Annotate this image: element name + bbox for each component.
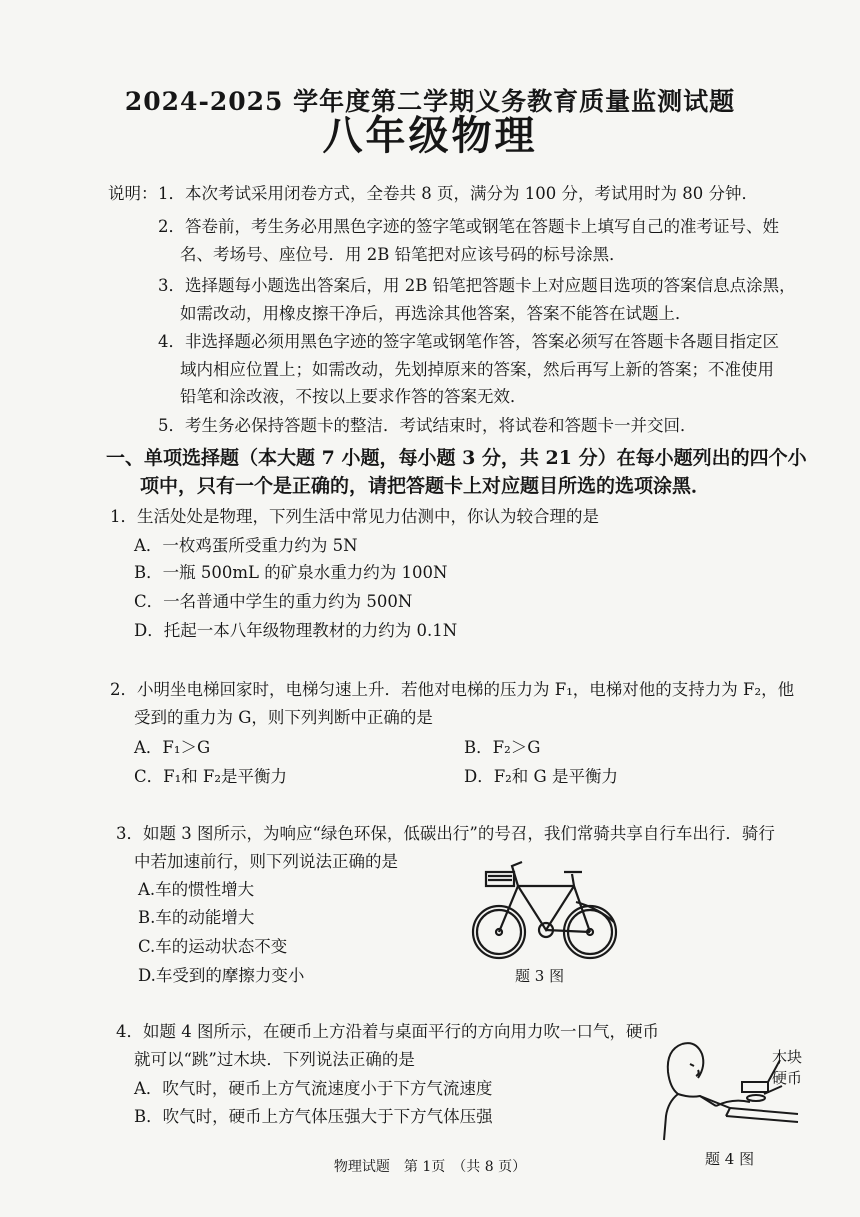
instruction-line: 3．选择题每小题选出答案后，用 2B 铅笔把答题卡上对应题目选项的答案信息点涂黑， bbox=[158, 276, 796, 295]
figure-caption: 题 3 图 bbox=[515, 967, 565, 985]
option-c: C．F₁和 F₂是平衡力 bbox=[134, 767, 287, 786]
instruction-line: 名、考场号、座位号．用 2B 铅笔把对应该号码的标号涂黑． bbox=[180, 245, 626, 264]
section-heading-line: 项中，只有一个是正确的，请把答题卡上对应题目所选的选项涂黑． bbox=[140, 475, 711, 497]
instruction-line: 4．非选择题必须用黑色字迹的签字笔或钢笔作答，答案必须写在答题卡各题目指定区 bbox=[158, 332, 779, 351]
instruction-line: 5．考生务必保持答题卡的整洁．考试结束时，将试卷和答题卡一并交回． bbox=[158, 416, 697, 435]
subject-title: 八年级物理 bbox=[322, 112, 538, 159]
label-coin: 硬币 bbox=[772, 1069, 803, 1087]
question-stem: 中若加速前行，则下列说法正确的是 bbox=[134, 852, 398, 871]
page-footer: 物理试题 第 1页 （共 8 页） bbox=[333, 1159, 527, 1175]
option-d: D．F₂和 G 是平衡力 bbox=[464, 767, 618, 786]
question-stem: 4．如题 4 图所示，在硬币上方沿着与桌面平行的方向用力吹一口气，硬币 bbox=[116, 1022, 659, 1041]
exam-title: 2024-2025 学年度第二学期义务教育质量监测试题 bbox=[124, 87, 736, 116]
question-stem: 受到的重力为 G，则下列判断中正确的是 bbox=[134, 708, 433, 727]
question-stem: 1．生活处处是物理，下列生活中常见力估测中，你认为较合理的是 bbox=[110, 507, 599, 526]
instructions-label: 说明： bbox=[108, 184, 158, 203]
option-a: A．吹气时，硬币上方气流速度小于下方气流速度 bbox=[134, 1079, 493, 1098]
option-d: D．托起一本八年级物理教材的力约为 0.1N bbox=[134, 621, 458, 640]
question-stem: 3．如题 3 图所示，为响应“绿色环保，低碳出行”的号召，我们常骑共享自行车出行．骑行 bbox=[116, 824, 775, 843]
instruction-line: 1．本次考试采用闭卷方式，全卷共 8 页，满分为 100 分，考试用时为 80 分钟． bbox=[158, 184, 758, 203]
question-stem: 2．小明坐电梯回家时，电梯匀速上升．若他对电梯的压力为 F₁，电梯对他的支持力为 F₂，他 bbox=[110, 680, 795, 699]
question-stem: 就可以“跳”过木块．下列说法正确的是 bbox=[134, 1050, 415, 1069]
figure-caption: 题 4 图 bbox=[705, 1150, 755, 1168]
option-a: A．F₁＞G bbox=[134, 738, 211, 757]
option-c: C.车的运动状态不变 bbox=[138, 937, 288, 956]
option-b: B．一瓶 500mL 的矿泉水重力约为 100N bbox=[134, 563, 448, 582]
option-b: B.车的动能增大 bbox=[138, 908, 255, 927]
instruction-line: 铅笔和涂改液，不按以上要求作答的答案无效． bbox=[180, 387, 527, 406]
label-wood-block: 木块 bbox=[772, 1048, 803, 1066]
instruction-line: 2．答卷前，考生务必用黑色字迹的签字笔或钢笔在答题卡上填写自己的准考证号、姓 bbox=[158, 217, 779, 236]
section-heading-line: 一、单项选择题（本大题 7 小题，每小题 3 分，共 21 分）在每小题列出的四个小 bbox=[106, 447, 807, 469]
option-a: A.车的惯性增大 bbox=[138, 880, 255, 899]
instruction-line: 域内相应位置上；如需改动，先划掉原来的答案，然后再写上新的答案；不准使用 bbox=[180, 360, 774, 379]
option-b: B．吹气时，硬币上方气体压强大于下方气体压强 bbox=[134, 1107, 493, 1126]
instruction-line: 如需改动，用橡皮擦干净后，再选涂其他答案，答案不能答在试题上． bbox=[180, 304, 692, 323]
option-b: B．F₂＞G bbox=[464, 738, 541, 757]
bicycle-figure bbox=[466, 852, 624, 962]
option-c: C．一名普通中学生的重力约为 500N bbox=[134, 592, 413, 611]
option-a: A．一枚鸡蛋所受重力约为 5N bbox=[134, 536, 358, 555]
option-d: D.车受到的摩擦力变小 bbox=[138, 966, 305, 985]
